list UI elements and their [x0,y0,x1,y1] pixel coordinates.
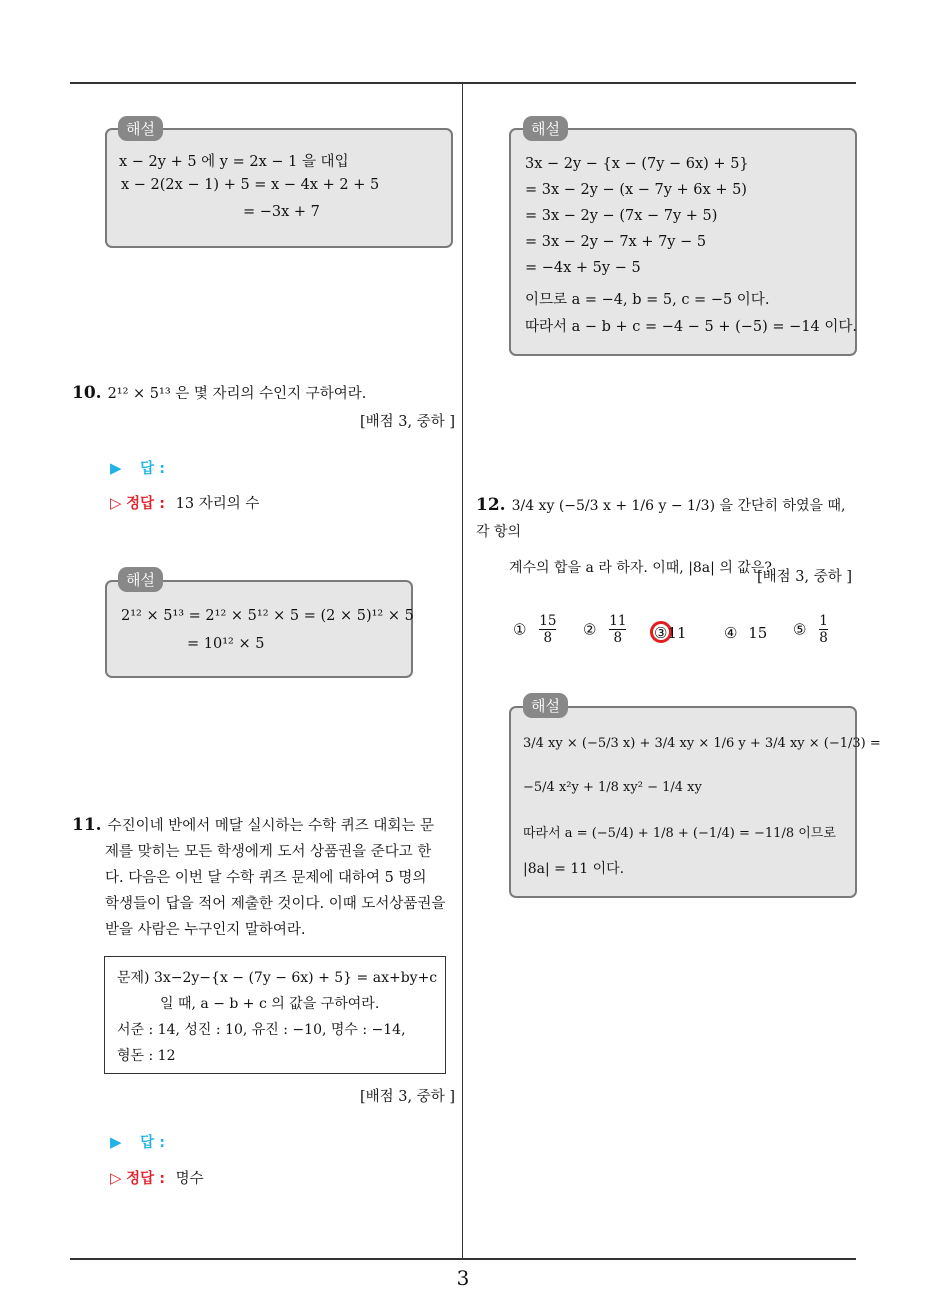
answer-row [110,1131,165,1152]
quiz-line: 일 때, a − b + c 의 값을 구하여라. [160,996,380,1012]
page-number: 3 [456,1266,470,1290]
question-number: 11. [72,815,102,835]
answer-label: 답 : [140,461,166,477]
question-meta: [배점 3, 중하 ] [359,414,455,430]
outline-triangle-icon: ▷ [110,494,122,512]
top-rule [70,82,856,84]
question-number: 10. [72,383,102,403]
play-triangle-icon: ▶ [110,459,122,477]
choice-numerator: 1 [819,613,828,629]
choice-mark: ③ [654,624,668,642]
explanation-box-q9 [105,128,453,248]
explanation-line: = 3x − 2y − 7x + 7y − 5 [525,234,707,250]
quiz-line: 문제) 3x−2y−{x − (7y − 6x) + 5} = ax+by+c [117,970,438,986]
question-text-line: 다. 다음은 이번 달 수학 퀴즈 문제에 대하여 5 명의 [105,870,427,886]
question-number: 12. [476,495,506,515]
question-text-line: 학생들이 답을 적어 제출한 것이다. 이때 도서상품권을 [105,896,446,912]
explanation-line: 3/4 xy × (−5/3 x) + 3/4 xy × 1/6 y + 3/4 xy × (−1/3) = [523,736,881,751]
play-triangle-icon: ▶ [110,1133,122,1151]
choice-value: 11 [667,624,687,642]
explanation-line: 2¹² × 5¹³ = 2¹² × 5¹² × 5 = (2 × 5)¹² × 5 [121,608,414,624]
choice-4[interactable] [724,624,767,642]
explanation-line: = −3x + 7 [243,204,320,220]
correct-answer-row [110,1167,204,1188]
choice-mark: ② [583,620,597,639]
question-text: 을 간단히 하였을 때, 각 항의 [476,498,846,540]
correct-value: 명수 [175,1171,204,1187]
explanation-box-q10 [105,580,413,678]
choice-3[interactable] [654,624,687,642]
explanation-box-q12 [509,706,881,898]
correct-value: 13 자리의 수 [175,496,260,512]
explanation-line: |8a| = 11 이다. [523,861,625,877]
choice-numerator: 15 [539,613,557,629]
correct-label: 정답 : [126,1171,166,1187]
explanation-line: x − 2y + 5 에 y = 2x − 1 을 대입 [119,154,349,170]
explanation-line: = 10¹² × 5 [187,636,265,652]
explanation-line: 따라서 a − b + c = −4 − 5 + (−5) = −14 이다. [525,319,858,335]
correct-answer-row [110,492,259,513]
question-text-line: 제를 맞히는 모든 학생에게 도서 상품권을 준다고 한 [105,844,432,860]
choice-mark: ⑤ [793,620,807,639]
question-10 [72,380,457,407]
explanation-line: −5/4 x²y + 1/8 xy² − 1/4 xy [523,780,702,795]
question-meta: [배점 3, 중하 ] [756,569,852,585]
choice-denominator: 8 [819,630,828,646]
question-expression: 3/4 xy (−5/3 x + 1/6 y − 1/3) [511,498,716,514]
question-text-line: 계수의 합을 a 라 하자. 이때, |8a| 의 값은? [509,560,772,576]
explanation-tag: 해설 [118,116,163,141]
explanation-box-q11 [509,128,857,356]
question-text-line: 받을 사람은 누구인지 말하여라. [105,922,306,938]
explanation-line: = 3x − 2y − (x − 7y + 6x + 5) [525,182,747,198]
explanation-line: 이므로 a = −4, b = 5, c = −5 이다. [525,292,770,308]
explanation-line: 3x − 2y − {x − (7y − 6x) + 5} [525,156,749,172]
choice-denominator: 8 [543,630,553,646]
question-11 [72,812,464,943]
column-divider [462,84,463,1258]
choice-mark: ① [513,620,527,639]
explanation-line: = 3x − 2y − (7x − 7y + 5) [525,208,718,224]
explanation-tag: 해설 [523,116,568,141]
explanation-tag: 해설 [523,693,568,718]
quiz-line: 형돈 : 12 [117,1048,176,1064]
choice-mark: ④ [724,624,738,642]
quiz-line: 서준 : 14, 성진 : 10, 유진 : −10, 명수 : −14, [117,1022,406,1038]
explanation-line: = −4x + 5y − 5 [525,260,641,276]
correct-label: 정답 : [126,496,166,512]
question-text-line: 수진이네 반에서 메달 실시하는 수학 퀴즈 대회는 문 [107,818,434,834]
bottom-rule [70,1258,856,1260]
answer-label: 답 : [140,1135,166,1151]
question-text: 2¹² × 5¹³ 은 몇 자리의 수인지 구하여라. [107,386,367,402]
explanation-tag: 해설 [118,567,163,592]
choice-2[interactable] [583,613,626,646]
question-meta: [배점 3, 중하 ] [359,1089,455,1105]
choice-numerator: 11 [609,613,627,629]
explanation-line: x − 2(2x − 1) + 5 = x − 4x + 2 + 5 [121,177,380,193]
choice-denominator: 8 [613,630,623,646]
explanation-line: 따라서 a = (−5/4) + 1/8 + (−1/4) = −11/8 이므로 [523,826,836,841]
choice-5[interactable] [793,613,828,646]
quiz-problem-box [104,956,446,1074]
answer-row [110,457,165,478]
choice-1[interactable] [513,613,556,646]
outline-triangle-icon: ▷ [110,1169,122,1187]
choice-value: 15 [748,624,768,642]
